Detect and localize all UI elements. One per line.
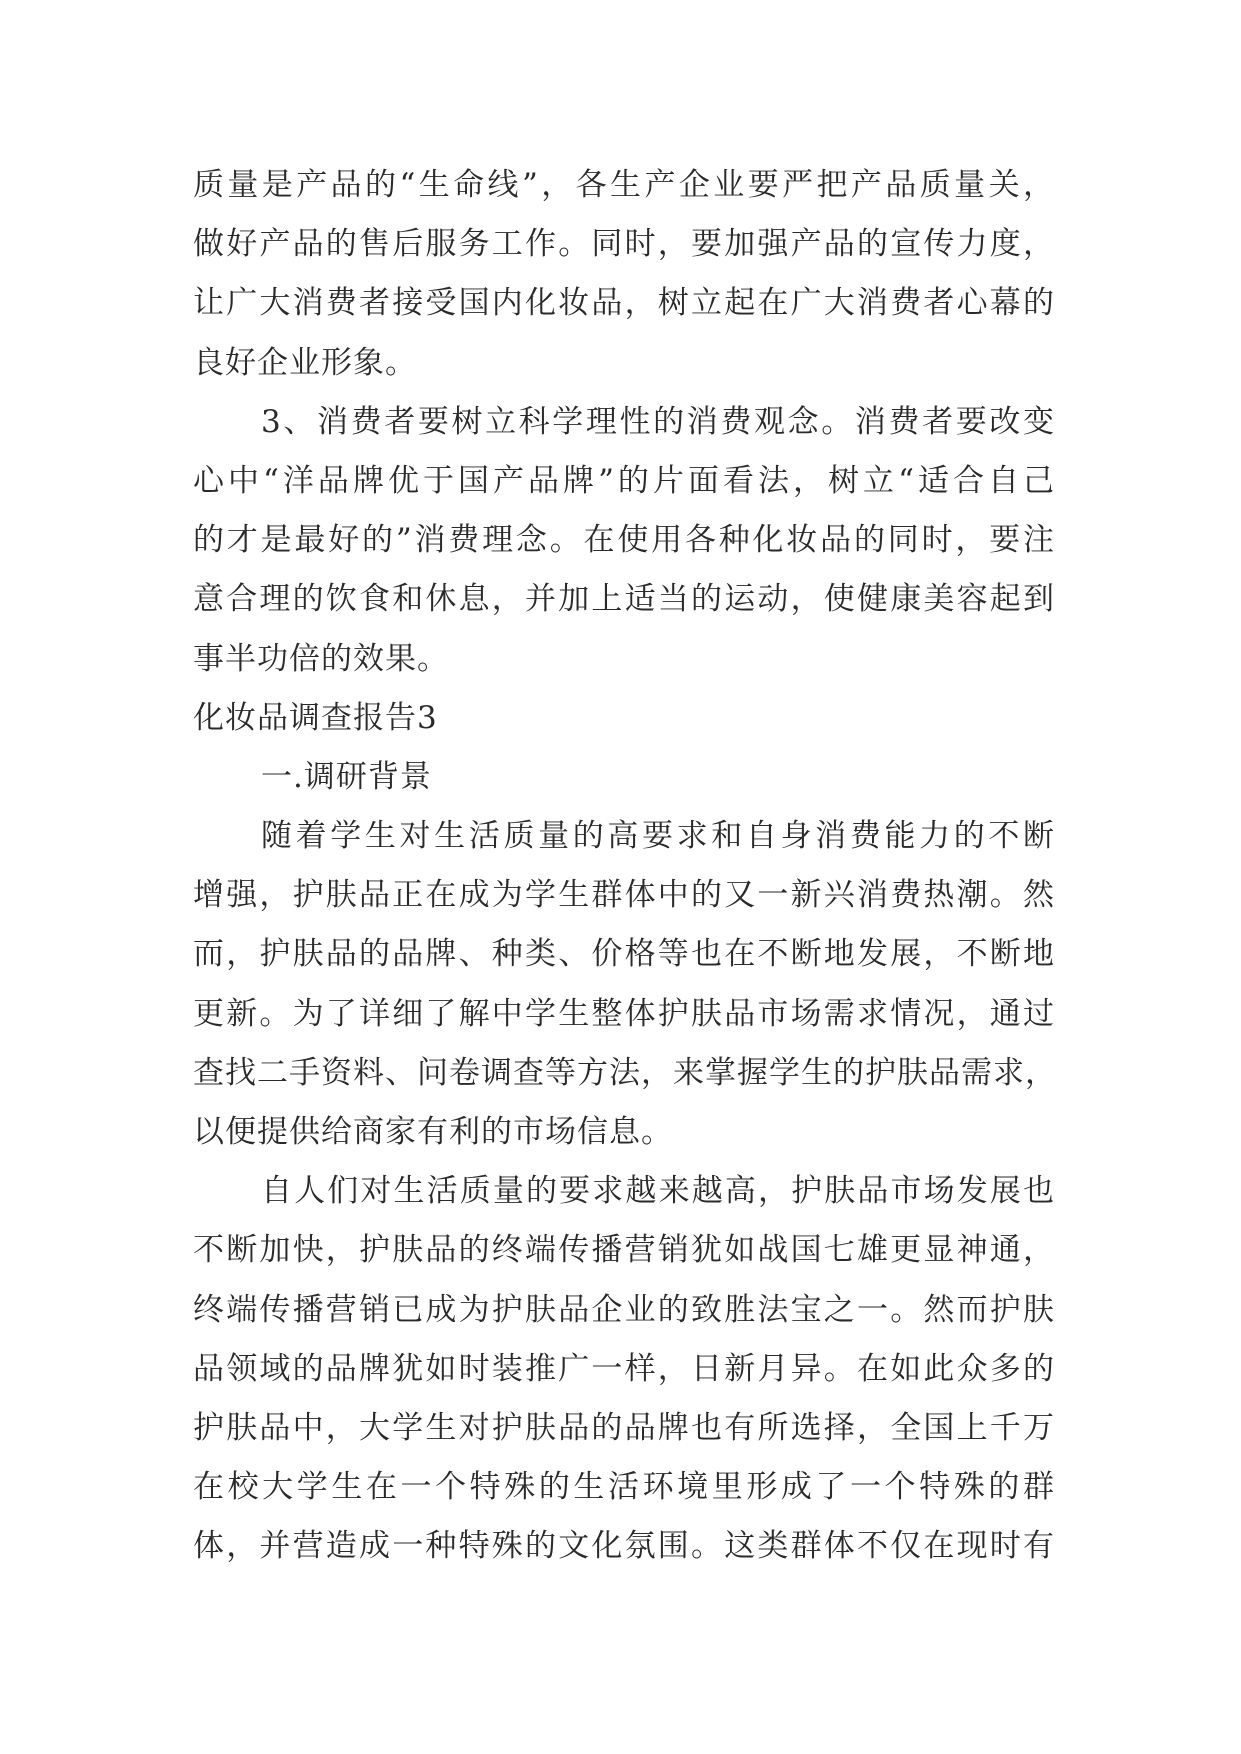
- text-line: 随着学生对生活质量的高要求和自身消费能力的不断: [261, 818, 1055, 855]
- text-line: 质量是产品的“生命线”，各生产企业要严把产品质量关，: [193, 167, 1055, 203]
- text-line: 让广大消费者接受国内化妆品，树立起在广大消费者心幕的: [193, 285, 1055, 322]
- text-line: 护肤品中，大学生对护肤品的品牌也有所选择，全国上千万: [193, 1409, 1055, 1446]
- text-line: 自人们对生活质量的要求越来越高，护肤品市场发展也: [261, 1173, 1055, 1210]
- text-line: 而，护肤品的品牌、种类、价格等也在不断地发展，不断地: [193, 936, 1055, 973]
- text-line: 查找二手资料、问卷调查等方法，来掌握学生的护肤品需求，: [193, 1054, 1057, 1091]
- text-line: 体，并营造成一种特殊的文化氛围。这类群体不仅在现时有: [193, 1528, 1055, 1565]
- text-line: 的才是最好的”消费理念。在使用各种化妆品的同时，要注: [193, 522, 1055, 559]
- section-heading: 化妆品调查报告3: [193, 699, 438, 736]
- text-line: 增强，护肤品正在成为学生群体中的又一新兴消费热潮。然: [193, 877, 1055, 914]
- text-line: 事半功倍的效果。: [193, 640, 449, 677]
- document-page: [193, 156, 1055, 1577]
- text-line: 意合理的饮食和休息，并加上适当的运动，使健康美容起到: [193, 581, 1055, 618]
- text-line: 不断加快，护肤品的终端传播营销犹如战国七雄更显神通，: [193, 1232, 1055, 1269]
- text-line: 终端传播营销已成为护肤品企业的致胜法宝之一。然而护肤: [193, 1291, 1055, 1328]
- text-line: 以便提供给商家有利的市场信息。: [193, 1114, 673, 1150]
- text-line: 在校大学生在一个特殊的生活环境里形成了一个特殊的群: [193, 1469, 1055, 1506]
- text-line: 良好企业形象。: [193, 344, 417, 381]
- text-line: 心中“洋品牌优于国产品牌”的片面看法，树立“适合自己: [193, 462, 1055, 499]
- text-line: 更新。为了详细了解中学生整体护肤品市场需求情况，通过: [193, 995, 1055, 1032]
- text-line: 做好产品的售后服务工作。同时，要加强产品的宣传力度，: [193, 226, 1055, 263]
- text-line: 3、消费者要树立科学理性的消费观念。消费者要改变: [261, 403, 1055, 440]
- text-line: 品领域的品牌犹如时装推广一样，日新月异。在如此众多的: [193, 1350, 1055, 1387]
- subsection-heading: 一.调研背景: [261, 758, 432, 795]
